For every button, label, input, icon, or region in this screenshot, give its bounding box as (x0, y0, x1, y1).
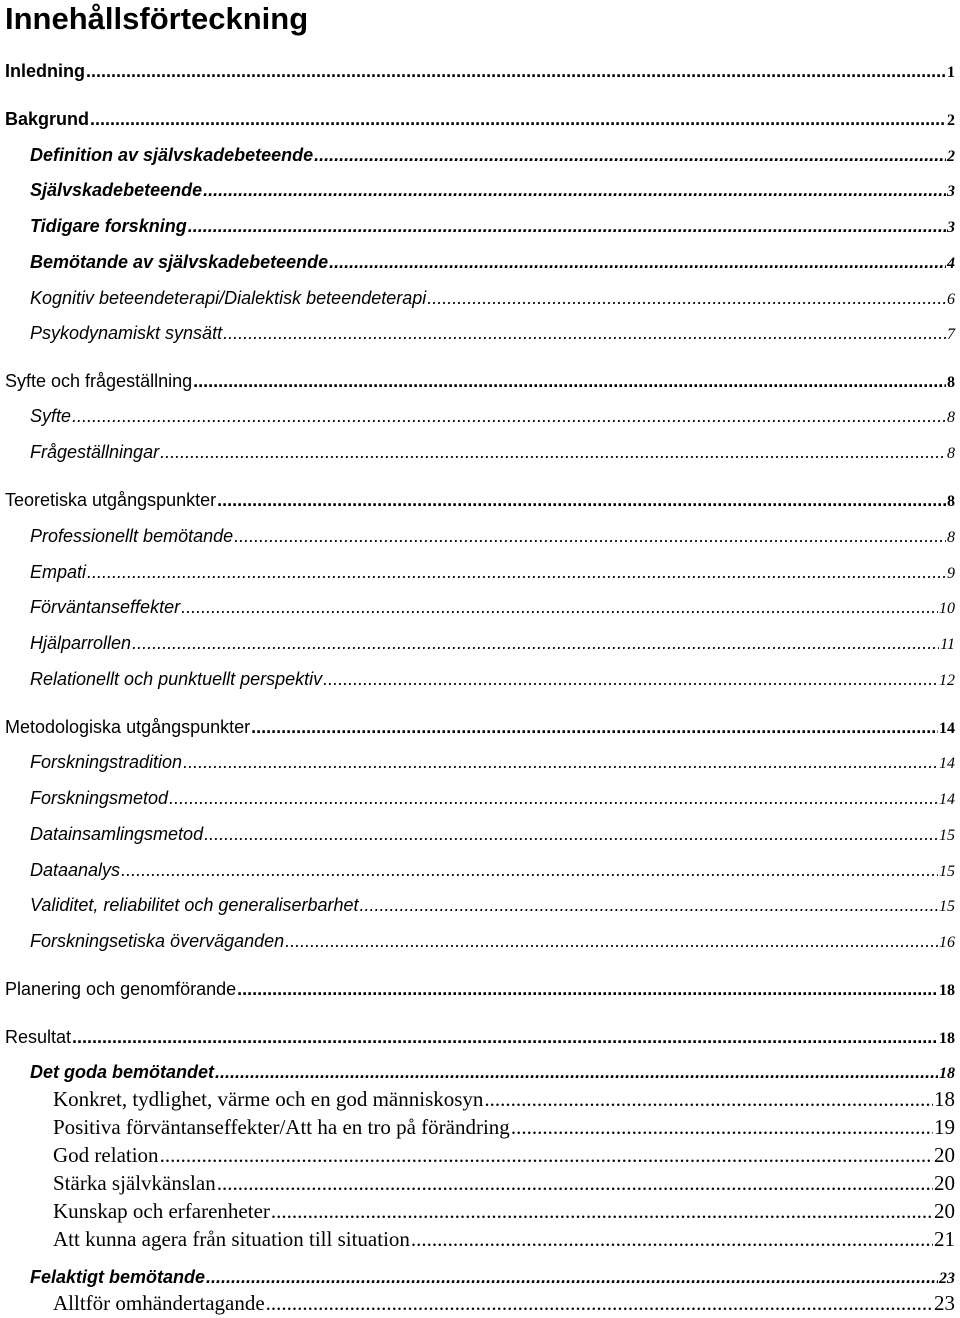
toc-page-number: 21 (934, 1227, 955, 1251)
toc-entry[interactable] (30, 747, 955, 777)
toc-entry[interactable] (30, 628, 955, 658)
dot-leader (323, 664, 938, 694)
toc-entry-label: Alltför omhändertagande (53, 1291, 265, 1315)
toc-entry-label: Frågeställningar (30, 442, 160, 462)
dot-leader (217, 1168, 933, 1198)
toc-page-number: 18 (934, 1087, 955, 1111)
toc-entry-label: Dataanalys (30, 860, 121, 880)
toc-entry-label: Forskningsetiska överväganden (30, 931, 285, 951)
toc-entry-label: Kunskap och erfarenheter (53, 1199, 270, 1223)
toc-entry-label: Syfte och frågeställning (5, 371, 193, 391)
dot-leader (132, 628, 939, 658)
toc-entry-label: Datainsamlingsmetod (30, 824, 204, 844)
toc-entry[interactable] (30, 890, 955, 920)
dot-leader (183, 747, 938, 777)
toc-entry[interactable] (30, 247, 955, 277)
dot-leader (160, 437, 946, 467)
toc-entry-label: God relation (53, 1143, 159, 1167)
toc-entry[interactable] (5, 366, 955, 396)
dot-leader (215, 1057, 938, 1087)
toc-page-number: 2 (947, 112, 955, 129)
toc-page-number: 15 (939, 827, 955, 844)
dot-leader (329, 247, 946, 277)
dot-leader (484, 1084, 933, 1114)
toc-page-number: 8 (947, 529, 955, 546)
toc-entry-label: Psykodynamiskt synsätt (30, 323, 223, 343)
toc-entry[interactable] (53, 1288, 955, 1318)
toc-entry[interactable] (30, 283, 955, 313)
toc-entry[interactable] (5, 104, 955, 134)
toc-entry[interactable] (30, 318, 955, 348)
dot-leader (266, 1288, 933, 1318)
toc-entry[interactable] (30, 140, 955, 170)
toc-entry-label: Relationellt och punktuellt perspektiv (30, 669, 323, 689)
toc-page-number: 18 (939, 1030, 955, 1047)
toc-page-number: 15 (939, 898, 955, 915)
toc-entry[interactable] (30, 557, 955, 587)
dot-leader (223, 318, 946, 348)
dot-leader (251, 712, 938, 742)
toc-page-number: 4 (947, 255, 955, 272)
toc-entry-label: Forskningsmetod (30, 788, 169, 808)
toc-page-number: 16 (939, 934, 955, 951)
toc-entry-label: Empati (30, 562, 87, 582)
toc-entry-label: Validitet, reliabilitet och generaliserbarhet (30, 895, 359, 915)
toc-entry-label: Att kunna agera från situation till situation (53, 1227, 410, 1251)
toc-entry-label: Resultat (5, 1027, 72, 1047)
toc-entry-label: Förväntanseffekter (30, 597, 181, 617)
toc-entry[interactable] (53, 1168, 955, 1198)
toc-entry[interactable] (30, 926, 955, 956)
toc-entry[interactable] (30, 401, 955, 431)
toc-page-number: 18 (939, 1065, 955, 1082)
toc-page-number: 20 (934, 1143, 955, 1167)
dot-leader (360, 890, 938, 920)
dot-leader (169, 783, 938, 813)
toc-page-number: 18 (939, 982, 955, 999)
toc-entry[interactable] (30, 211, 955, 241)
toc-page-number: 3 (947, 219, 955, 236)
dot-leader (314, 140, 946, 170)
toc-page-number: 3 (947, 183, 955, 200)
dot-leader (72, 401, 946, 431)
dot-leader (90, 104, 946, 134)
toc-entry[interactable] (5, 1022, 955, 1052)
toc-entry-label: Positiva förväntanseffekter/Att ha en tro på förändring (53, 1115, 510, 1139)
toc-entry[interactable] (53, 1196, 955, 1226)
toc-entry[interactable] (30, 592, 955, 622)
dot-leader (217, 485, 946, 515)
toc-entry-label: Forskningstradition (30, 752, 183, 772)
dot-leader (511, 1112, 933, 1142)
toc-page-number: 8 (947, 445, 955, 462)
toc-entry[interactable] (53, 1140, 955, 1170)
dot-leader (203, 175, 946, 205)
toc-entry-label: Tidigare forskning (30, 216, 187, 236)
toc-page-number: 8 (947, 374, 955, 391)
toc-entry-label: Planering och genomförande (5, 979, 237, 999)
toc-entry[interactable] (5, 974, 955, 1004)
dot-leader (193, 366, 946, 396)
toc-page-number: 2 (947, 148, 955, 165)
toc-entry[interactable] (53, 1224, 955, 1254)
toc-page-number: 9 (947, 565, 955, 582)
dot-leader (86, 56, 946, 86)
toc-page-number: 14 (939, 791, 955, 808)
toc-entry[interactable] (5, 56, 955, 86)
dot-leader (427, 283, 946, 313)
toc-page-number: 23 (939, 1270, 955, 1287)
toc-page-number: 23 (934, 1291, 955, 1315)
toc-page-number: 15 (939, 863, 955, 880)
toc-page-number: 8 (947, 409, 955, 426)
toc-entry-label: Konkret, tydlighet, värme och en god människosyn (53, 1087, 484, 1111)
toc-page-number: 6 (947, 291, 955, 308)
toc-entry[interactable] (30, 437, 955, 467)
toc-page-number: 8 (947, 493, 955, 510)
toc-entry-label: Teoretiska utgångspunkter (5, 490, 217, 510)
toc-entry-label: Felaktigt bemötande (30, 1267, 206, 1287)
toc-entry[interactable] (30, 819, 955, 849)
dot-leader (188, 211, 946, 241)
dot-leader (285, 926, 938, 956)
dot-leader (87, 557, 946, 587)
toc-entry[interactable] (5, 712, 955, 742)
toc-page-number: 20 (934, 1171, 955, 1195)
toc-entry[interactable] (30, 855, 955, 885)
page-title: Innehållsförteckning (5, 1, 309, 36)
toc-entry-label: Definition av självskadebeteende (30, 145, 314, 165)
toc-page-number: 19 (934, 1115, 955, 1139)
toc-entry[interactable] (30, 783, 955, 813)
toc-entry-label: Professionellt bemötande (30, 526, 234, 546)
toc-entry[interactable] (30, 521, 955, 551)
dot-leader (121, 855, 938, 885)
toc-entry-label: Hjälparrollen (30, 633, 132, 653)
toc-entry-label: Bakgrund (5, 109, 90, 129)
toc-page-number: 14 (939, 755, 955, 772)
toc-entry[interactable] (53, 1112, 955, 1142)
toc-entry[interactable] (53, 1084, 955, 1114)
dot-leader (204, 819, 938, 849)
toc-page-number: 12 (939, 672, 955, 689)
toc-entry-label: Stärka självkänslan (53, 1171, 216, 1195)
toc-page-number: 11 (940, 636, 955, 653)
toc-entry-label: Det goda bemötandet (30, 1062, 215, 1082)
toc-page-number: 7 (947, 326, 955, 343)
toc-page-number: 20 (934, 1199, 955, 1223)
dot-leader (160, 1140, 933, 1170)
toc-entry-label: Metodologiska utgångspunkter (5, 717, 251, 737)
toc-entry-label: Inledning (5, 61, 85, 81)
toc-entry-label: Kognitiv beteendeterapi/Dialektisk beteendeterapi (30, 288, 427, 308)
toc-entry[interactable] (30, 664, 955, 694)
toc-page-number: 1 (947, 64, 955, 81)
toc-entry-label: Syfte (30, 406, 72, 426)
dot-leader (72, 1022, 938, 1052)
dot-leader (237, 974, 938, 1004)
toc-entry[interactable] (30, 175, 955, 205)
dot-leader (181, 592, 938, 622)
toc-entry-label: Bemötande av självskadebeteende (30, 252, 329, 272)
toc-page-number: 14 (939, 720, 955, 737)
toc-entry[interactable] (30, 1057, 955, 1087)
dot-leader (234, 521, 946, 551)
dot-leader (271, 1196, 933, 1226)
toc-entry-label: Självskadebeteende (30, 180, 203, 200)
dot-leader (411, 1224, 933, 1254)
toc-page-number: 10 (939, 600, 955, 617)
toc-entry[interactable] (5, 485, 955, 515)
